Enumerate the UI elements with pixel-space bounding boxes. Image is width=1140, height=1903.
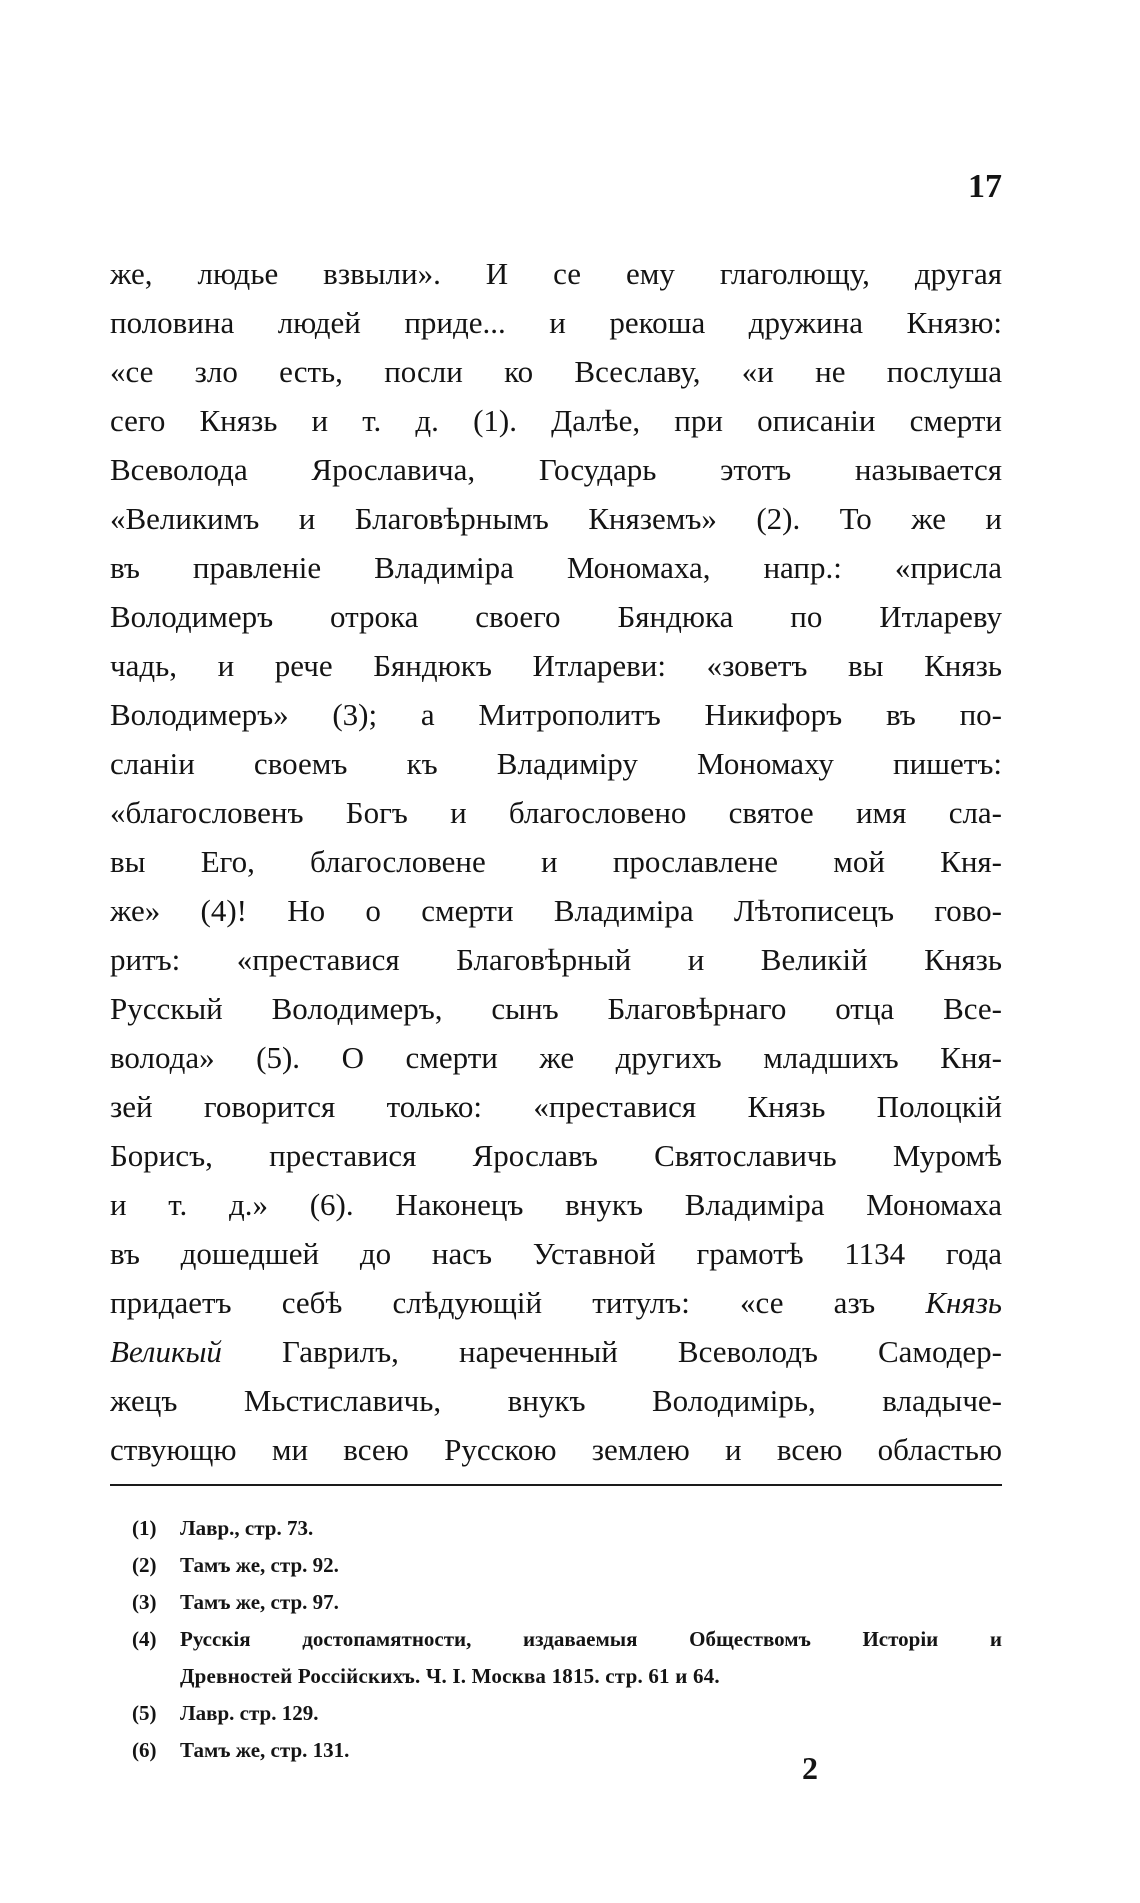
body-line: же» (4)! Но о смерти Владиміра Лѣтописецъ гово- (110, 893, 1002, 928)
footnote-continuation (132, 1658, 1002, 1695)
body-line: Всеволода Ярославича, Государь этотъ называется (110, 452, 1002, 487)
footnote-number (132, 1658, 180, 1695)
footnote-number: (3) (132, 1590, 157, 1614)
footnote (132, 1732, 1002, 1769)
footnote-number: (1) (132, 1516, 157, 1540)
signature-mark: 2 (802, 1750, 818, 1786)
italic-word: Князь (925, 1285, 1002, 1320)
body-line: ритъ: «преставися Благовѣрный и Великій Князь (110, 942, 1002, 977)
body-line-text: придаетъ себѣ слѣдующій титулъ: «се азъ (110, 1285, 876, 1320)
body-line: Борисъ, преставися Ярославъ Святославичь Муромѣ (110, 1138, 1002, 1173)
body-line: Володимеръ отрока своего Бяндюка по Итлареву (110, 599, 1002, 634)
footnote-number: (4) (132, 1627, 157, 1651)
body-line: ствующю ми всею Русскою землею и всею областью (110, 1432, 1002, 1467)
page-number: 17 (968, 168, 1002, 205)
body-line: же, людье взвыли». И се ему глаголющу, другая (110, 256, 1002, 291)
body-line: «благословенъ Богъ и благословено святое имя сла- (110, 795, 1002, 830)
body-line: волода» (5). О смерти же другихъ младшихъ Кня- (110, 1040, 1002, 1075)
body-line-text: Гаврилъ, нареченный Всеволодъ Самодер- (282, 1334, 1002, 1369)
body-line: сего Князь и т. д. (1). Далѣе, при описаніи смерти (110, 403, 1002, 438)
italic-word: Великый (110, 1334, 222, 1369)
body-line: «Великимъ и Благовѣрнымъ Княземъ» (2). То же и (110, 501, 1002, 536)
body-line: въ правленіе Владиміра Мономаха, напр.: «присла (110, 550, 1002, 585)
footnote-number: (2) (132, 1553, 157, 1577)
body-text (110, 249, 1002, 1474)
footnote-text: Древностей Россійскихъ. Ч. I. Москва 1815. стр. 61 и 64. (180, 1664, 720, 1688)
footnote (132, 1695, 1002, 1732)
footnote-text: Тамъ же, стр. 97. (180, 1590, 339, 1614)
footnotes (132, 1510, 1002, 1769)
footnote-number: (5) (132, 1701, 157, 1725)
body-line: «се зло есть, посли ко Всеславу, «и не послуша (110, 354, 1002, 389)
body-line: половина людей приде... и рекоша дружина Князю: (110, 305, 1002, 340)
body-line: чадь, и рече Бяндюкъ Итлареви: «зоветъ вы Князь (110, 648, 1002, 683)
footnote-text: Русскія достопамятности, издаваемыя Обществомъ Исторіи и (180, 1627, 1002, 1651)
footnote (132, 1547, 1002, 1584)
body-line: Русскый Володимеръ, сынъ Благовѣрнаго отца Все- (110, 991, 1002, 1026)
body-line: зей говорится только: «преставися Князь Полоцкій (110, 1089, 1002, 1124)
footnote (132, 1510, 1002, 1547)
footnote-text: Лавр. стр. 129. (180, 1701, 319, 1725)
footnote-divider (110, 1484, 1002, 1486)
body-line: Володимеръ» (3); а Митрополитъ Никифоръ въ по- (110, 697, 1002, 732)
footnote-text: Тамъ же, стр. 131. (180, 1738, 350, 1762)
footnote (132, 1584, 1002, 1621)
footnote-number: (6) (132, 1738, 157, 1762)
body-line: въ дошедшей до насъ Уставной грамотѣ 1134 года (110, 1236, 1002, 1271)
body-line: сланіи своемъ къ Владиміру Мономаху пишетъ: (110, 746, 1002, 781)
footnote-text: Тамъ же, стр. 92. (180, 1553, 339, 1577)
body-line-with-italic (110, 1327, 1002, 1376)
body-line: жецъ Мьстиславичь, внукъ Володимірь, владыче- (110, 1383, 1002, 1418)
body-line: и т. д.» (6). Наконецъ внукъ Владиміра Мономаха (110, 1187, 1002, 1222)
body-line: вы Его, благословене и прославлене мой Кня- (110, 844, 1002, 879)
footnote (132, 1621, 1002, 1658)
footnote-text: Лавр., стр. 73. (180, 1516, 314, 1540)
body-line-with-italic (110, 1278, 1002, 1327)
